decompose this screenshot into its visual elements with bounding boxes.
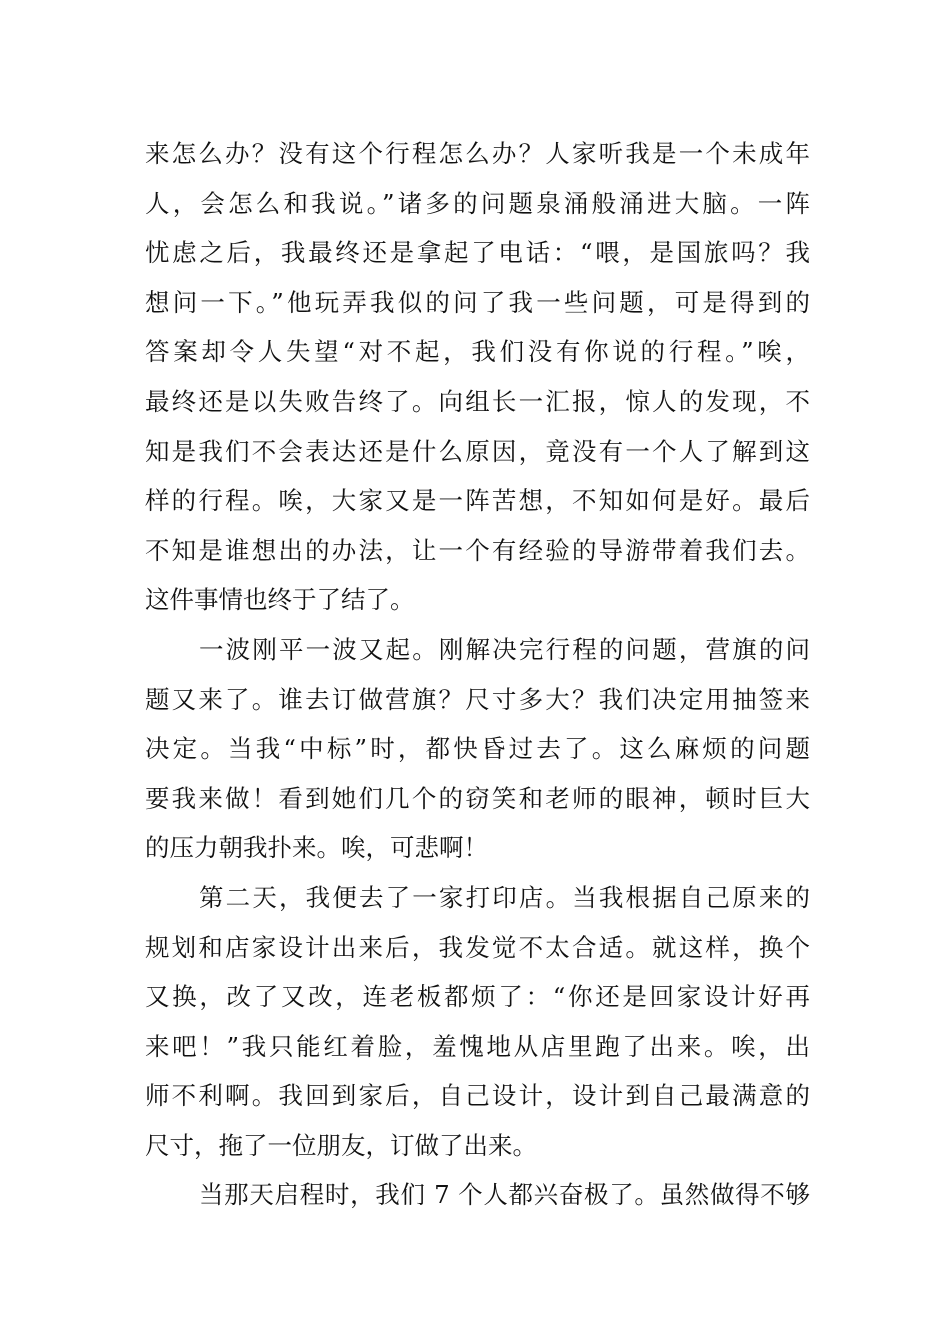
text-line: 这件事情也终于了结了。 (145, 585, 415, 615)
paragraph-2 (145, 625, 810, 873)
text-line: 师不利啊。我回到家后，自己设计，设计到自己最满意的 (145, 1081, 810, 1111)
text-line: 最终还是以失败告终了。向组长一汇报，惊人的发现，不 (145, 386, 810, 416)
text-line: 尺寸，拖了一位朋友，订做了出来。 (145, 1130, 537, 1160)
text-line: 知是我们不会表达还是什么原因，竟没有一个人了解到这 (145, 436, 810, 466)
text-line: 来怎么办？没有这个行程怎么办？人家听我是一个未成年 (145, 139, 810, 168)
text-line: 人，会怎么和我说。”诸多的问题泉涌般涌进大脑。一阵 (145, 188, 810, 218)
text-line: 不知是谁想出的办法，让一个有经验的导游带着我们去。 (145, 535, 810, 565)
text-line: 又换，改了又改，连老板都烦了：“你还是回家设计好再 (145, 982, 810, 1012)
text-line: 要我来做！看到她们几个的窃笑和老师的眼神，顿时巨大 (145, 783, 810, 813)
text-line: 第二天，我便去了一家打印店。当我根据自己原来的 (199, 882, 810, 912)
text-line: 样的行程。唉，大家又是一阵苦想，不知如何是好。最后 (145, 486, 810, 516)
text-line: 一波刚平一波又起。刚解决完行程的问题，营旗的问 (199, 634, 810, 664)
paragraph-1 (145, 129, 810, 625)
text-line: 的压力朝我扑来。唉，可悲啊！ (145, 833, 488, 863)
text-line: 题又来了。谁去订做营旗？尺寸多大？我们决定用抽签来 (145, 684, 810, 714)
text-line: 来吧！”我只能红着脸，羞愧地从店里跑了出来。唉，出 (145, 1031, 810, 1061)
text-line: 答案却令人失望“对不起，我们没有你说的行程。”唉， (145, 337, 810, 367)
text-line: 当那天启程时，我们 7 个人都兴奋极了。虽然做得不够 (199, 1180, 810, 1210)
text-line: 规划和店家设计出来后，我发觉不太合适。就这样，换个 (145, 932, 810, 962)
paragraph-3 (145, 873, 810, 1171)
body-text (145, 129, 810, 1220)
paragraph-4 (145, 1170, 810, 1220)
text-line: 决定。当我“中标”时，都快昏过去了。这么麻烦的问题 (145, 734, 810, 764)
text-line: 忧虑之后，我最终还是拿起了电话：“喂，是国旅吗？我 (145, 238, 810, 268)
text-line: 想问一下。”他玩弄我似的问了我一些问题，可是得到的 (145, 287, 810, 317)
